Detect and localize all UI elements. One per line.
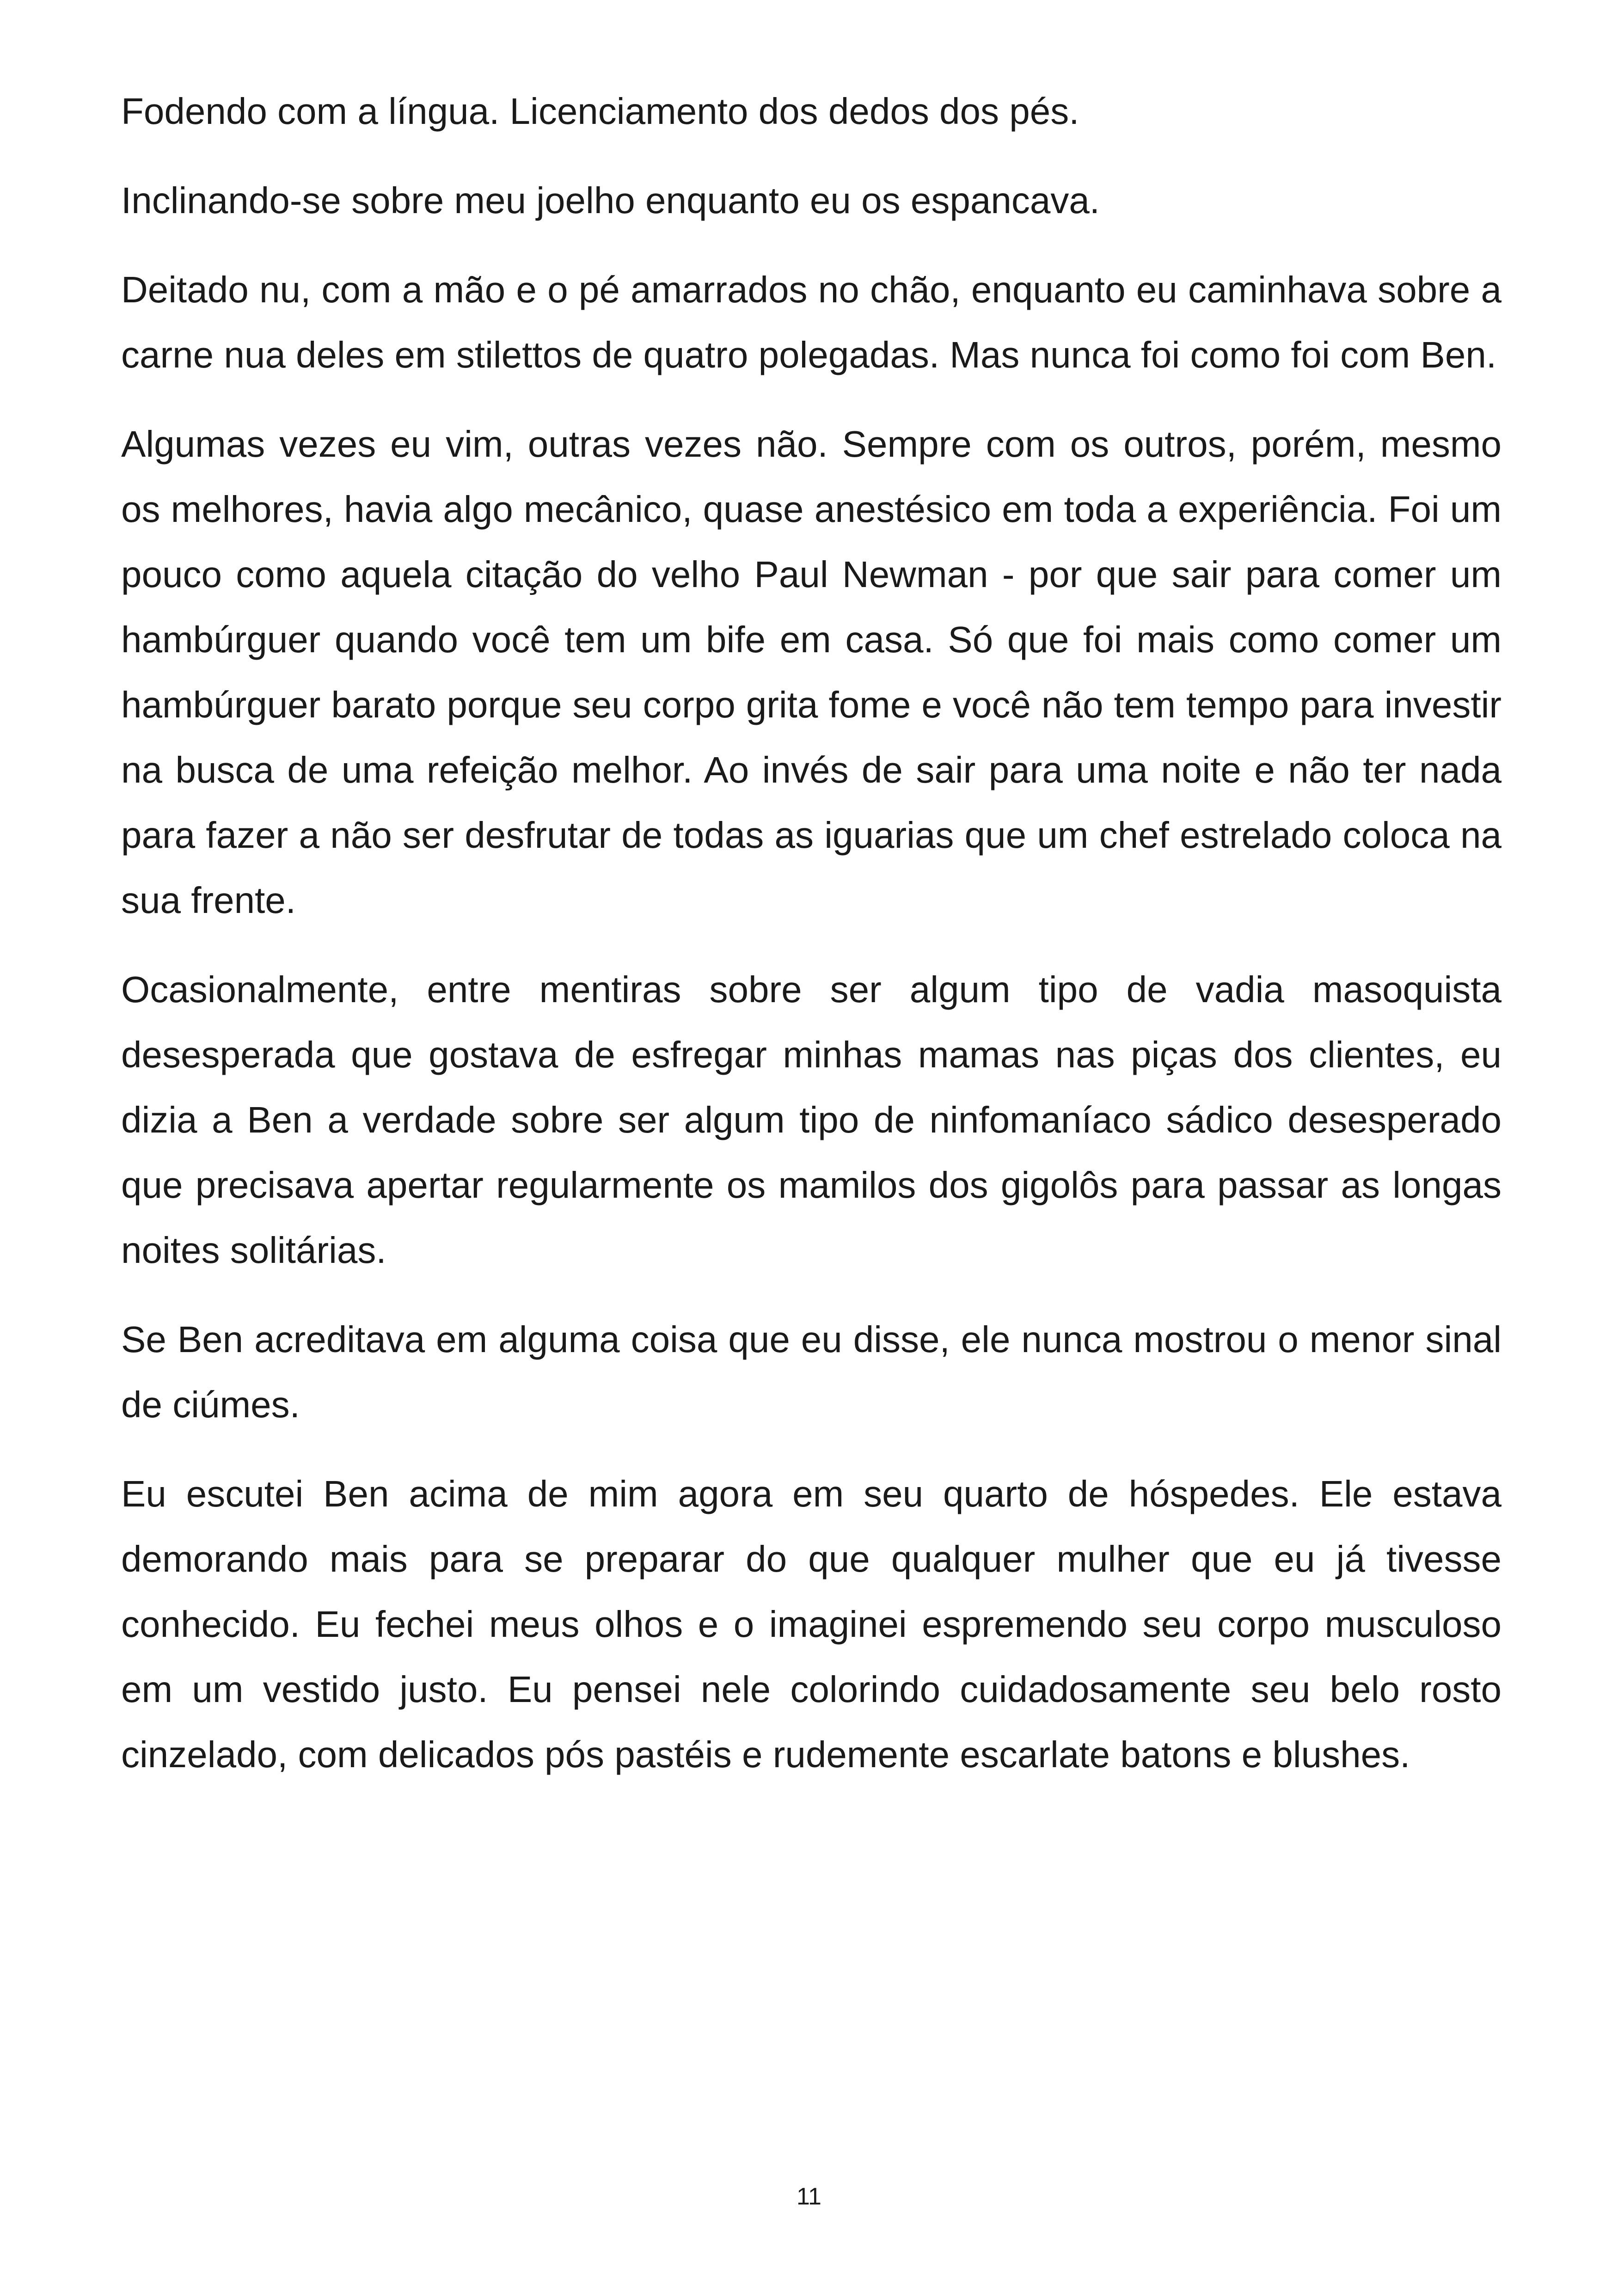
paragraph: Fodendo com a língua. Licenciamento dos dedos dos pés. xyxy=(121,91,1079,132)
body-text xyxy=(121,79,1502,1811)
paragraph: Eu escutei Ben acima de mim agora em seu quarto de hóspedes. Ele estava demorando mais para se preparar do que qualquer mulher que eu já tivesse conhecido. Eu fechei meus olhos e o imaginei espremendo seu corpo musculoso em um vestido justo. Eu pensei nele colorindo cuidadosamente seu belo rosto cinzelado, com delicados pós pastéis e rudemente escarlate batons e blushes. xyxy=(121,1473,1502,1775)
paragraph: Ocasionalmente, entre mentiras sobre ser algum tipo de vadia masoquista desesperada que gostava de esfregar minhas mamas nas piças dos clientes, eu dizia a Ben a verdade sobre ser algum tipo de ninfomaníaco sádico desesperado que precisava apertar regularmente os mamilos dos gigolôs para passar as longas noites solitárias. xyxy=(121,969,1502,1271)
paragraph: Deitado nu, com a mão e o pé amarrados no chão, enquanto eu caminhava sobre a carne nua deles em stilettos de quatro polegadas. Mas nunca foi como foi com Ben. xyxy=(121,269,1502,375)
page-number: 11 xyxy=(797,2183,821,2210)
paragraph: Inclinando-se sobre meu joelho enquanto eu os espancava. xyxy=(121,180,1100,221)
paragraph: Se Ben acreditava em alguma coisa que eu disse, ele nunca mostrou o menor sinal de ciúmes. xyxy=(121,1319,1502,1425)
paragraph: Algumas vezes eu vim, outras vezes não. Sempre com os outros, porém, mesmo os melhores, havia algo mecânico, quase anestésico em toda a experiência. Foi um pouco como aquela citação do velho Paul Newman - por que sair para comer um hambúrguer quando você tem um bife em casa. Só que foi mais como comer um hambúrguer barato porque seu corpo grita fome e você não tem tempo para investir na busca de uma refeição melhor. Ao invés de sair para uma noite e não ter nada para fazer a não ser desfrutar de todas as iguarias que um chef estrelado coloca na sua frente. xyxy=(121,423,1502,921)
